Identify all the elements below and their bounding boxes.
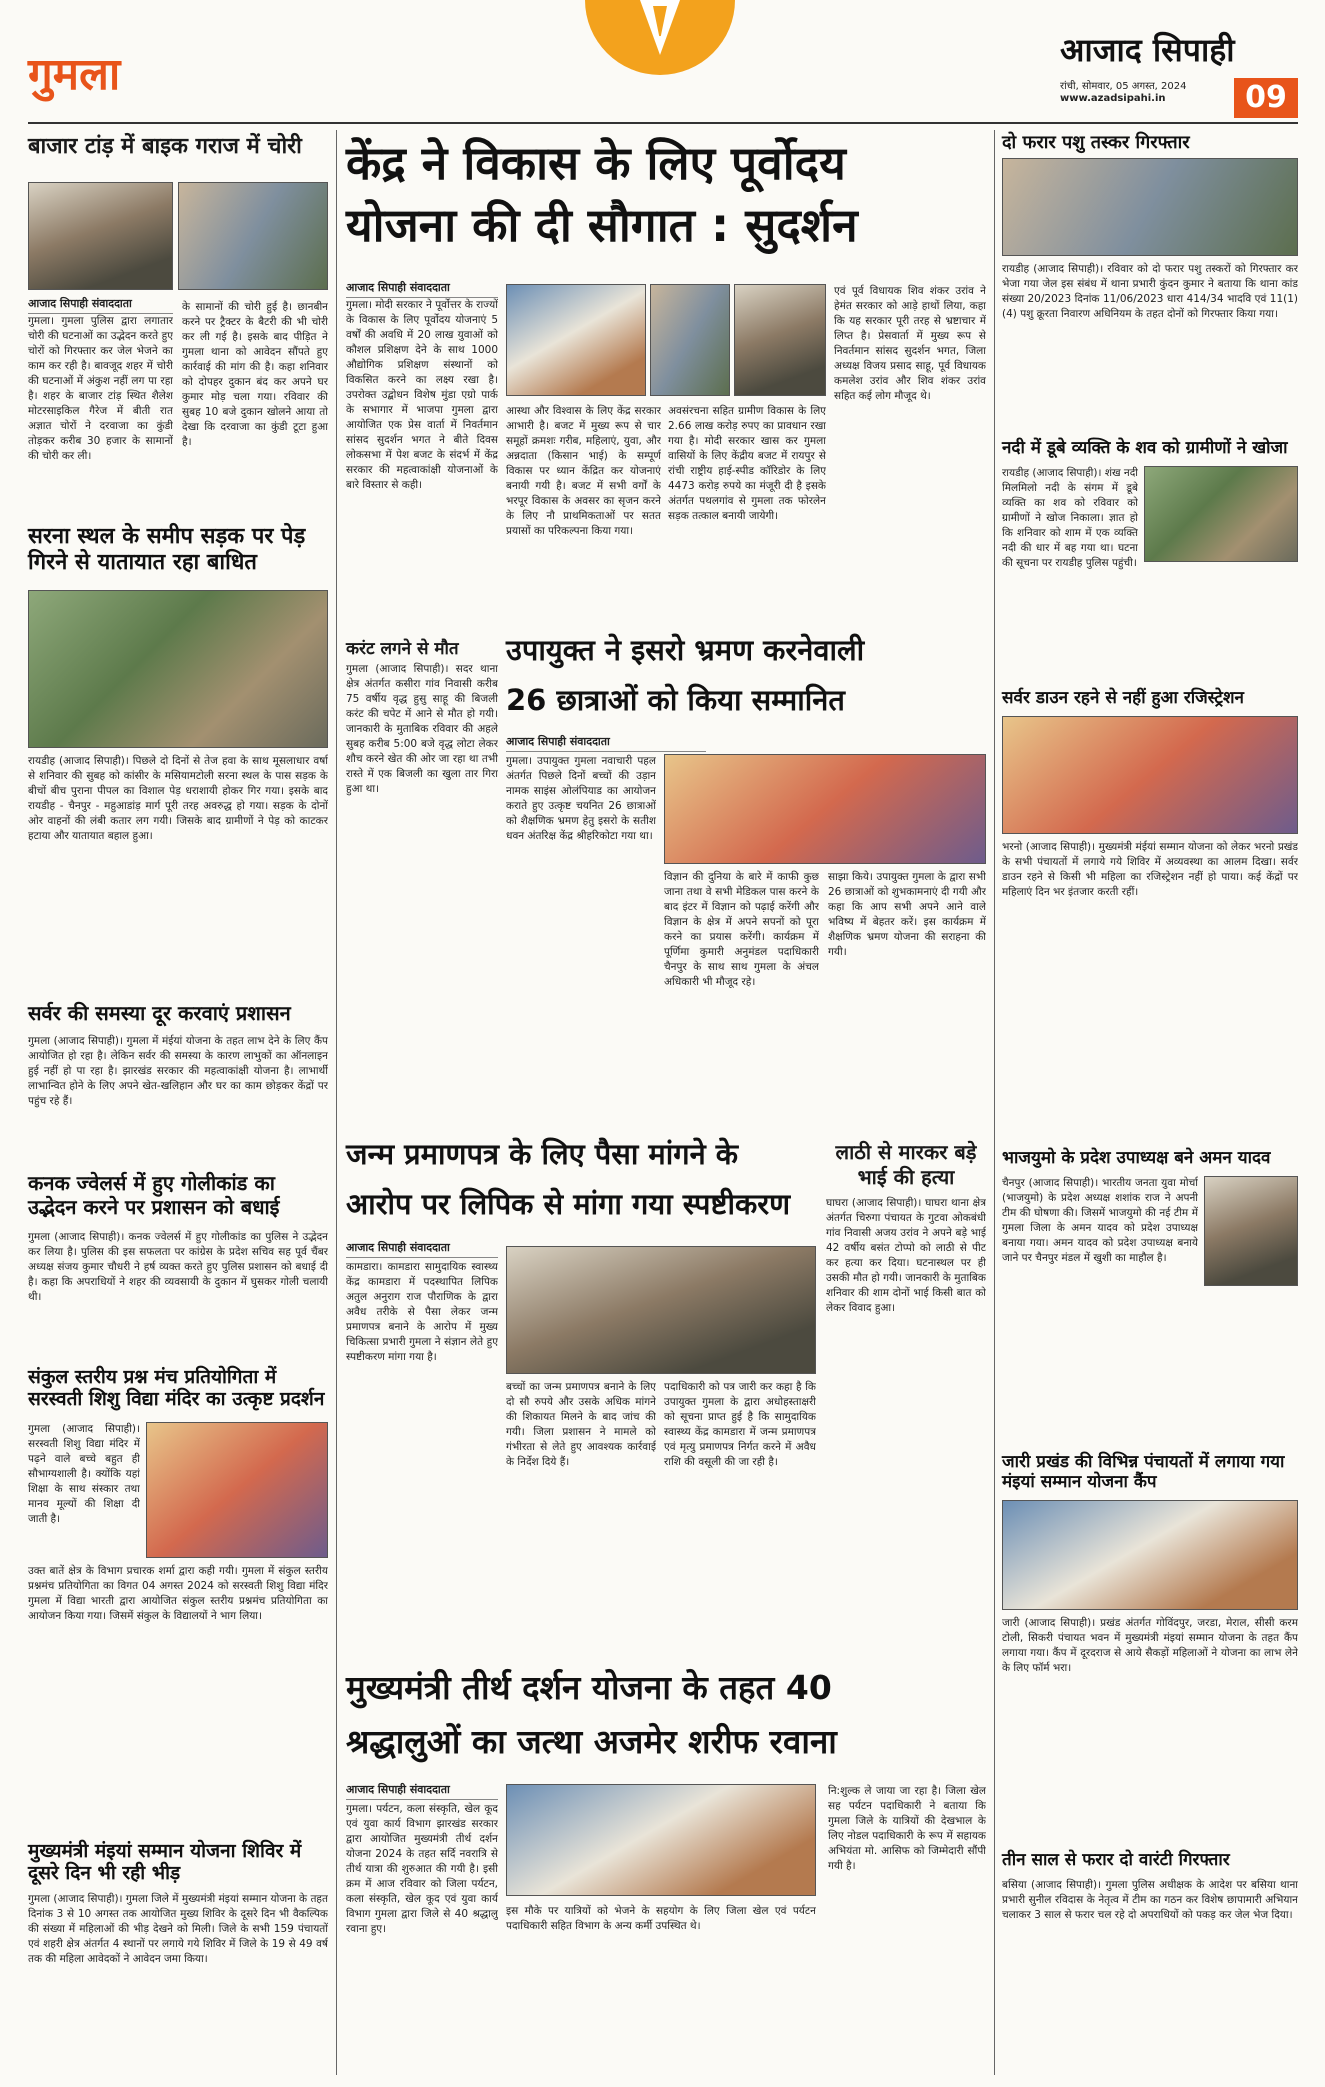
pilgrim-headline-line2: श्रद्धालुओं का जत्था अजमेर शरीफ रवाना — [346, 1722, 837, 1761]
pen-logo — [585, 0, 735, 96]
birth-headline-line1: जन्म प्रमाणपत्र के लिए पैसा मांगने के — [346, 1137, 739, 1171]
dateline: रांची, सोमवार, 05 अगस्त, 2024 — [1060, 81, 1187, 92]
section-title: गुमला — [28, 49, 121, 100]
birth-body-b: बच्चों का जन्म प्रमाणपत्र बनाने के लिए दो सौ रुपये और उसके अधिक मांगने की शिकायत मिलने के बाद जांच की गयी। जिला प्रशासन ने मामले को गंभीरता से लेते हुए आवश्यक कार्रवाई के निर्देश दिये हैं। — [506, 1381, 656, 1468]
tree-body: रायडीह (आजाद सिपाही)। पिछले दो दिनों से तेज हवा के साथ मूसलाधार वर्षा से शनिवार की सुबह को कांसीर के मसियामटोली सरना स्थल के पास सड़क के बीचों बीच पुराना पीपल का विशाल पेड़ धराशायी होकर गिर गया। इसके बाद रायडीह - चैनपुर - महुआडांड़ मार्ग पूरी तरह अवरुद्ध हो गया। सड़क के दोनों ओर वाहनों की लंबी कतार लग गयी। जिसके बाद ग्रामीणों ने पेड़ को काटकर हटाया और यातायात बहाल हुआ। — [28, 755, 328, 842]
garage-body-b: के सामानों की चोरी हुई है। छानबीन करने पर ट्रैक्टर के बैटरी की भी चोरी कर ली गई है। इसके बाद पीड़ित ने गुमला थाना को आवेदन सौंपते हुए कार्रवाई की मांग की है। कहा शनिवार को दोपहर दुकान बंद कर अपने घर कुमार मोड़ चला गया। रविवार की सुबह 10 बजे दुकान खोलने आया तो देखा कि दरवाजा का कुंडी टूटा हुआ है। — [182, 301, 328, 448]
column-divider-left — [336, 130, 337, 2075]
sidebar-s4-photo — [1204, 1176, 1298, 1286]
sidebar-s5-headline: जारी प्रखंड की विभिन्न पंचायतों में लगाया गया मंइयां सम्मान योजना कैंप — [1002, 1452, 1285, 1493]
garage-headline: बाजार टांड़ में बाइक गराज में चोरी — [28, 134, 302, 159]
sidebar-s4-body: चैनपुर (आजाद सिपाही)। भारतीय जनता युवा मोर्चा (भाजयुमो) के प्रदेश अध्यक्ष शशांक राज ने अपनी टीम की घोषणा की। जिसमें भाजयुमो की नई टीम में गुमला जिला के अमन यादव को प्रदेश उपाध्यक्ष बनाया गया। अमन यादव को प्रदेश उपाध्यक्ष बनाये जाने पर चैनपुर मंडल में खुशी का माहौल है। — [1002, 1177, 1198, 1264]
garage-photo-2 — [178, 182, 328, 290]
birth-body-c: पदाधिकारी को पत्र जारी कर कहा है कि उपायुक्त गुमला के द्वारा अधोहस्ताक्षरी को सूचना प्राप्त हुई है कि सामुदायिक स्वास्थ्य केंद्र कामडारा में जन्म प्रमाणपत्र एवं मृत्यु प्रमाणपत्र निर्गत करने में अवैध राशि की वसूली की जा रही है। — [664, 1381, 816, 1468]
sidebar-s6-body: बसिया (आजाद सिपाही)। गुमला पुलिस अधीक्षक के आदेश पर बसिया थाना प्रभारी सुनील रविदास के नेतृत्व में टीम का गठन कर विशेष छापामारी अभियान चलाकर 3 साल से फरार चल रहे दो अपराधियों को पकड़ कर जेल भेज दिया। — [1002, 1879, 1298, 1921]
lead-headline-line2: योजना की दी सौगात : सुदर्शन — [346, 198, 858, 252]
sidebar-s2-body: रायडीह (आजाद सिपाही)। शंख नदी मिलमिलो नदी के संगम में डूबे व्यक्ति का शव को रविवार को ग्रामीणों ने खोज निकाला। ज्ञात हो कि शनिवार को शाम में एक व्यक्ति नदी की धार में बह गया था। घटना की सूचना पर रायडीह पुलिस पहुंची। — [1002, 467, 1138, 569]
kanak-body: गुमला (आजाद सिपाही)। कनक ज्वेलर्स में हुए गोलीकांड का पुलिस ने उद्भेदन कर लिया है। पुलिस की इस सफलता पर कांग्रेस के प्रदेश सचिव सह पूर्व चैंबर अध्यक्ष संजय कुमार चौधरी ने हर्ष व्यक्त करते हुए पुलिस प्रशासन को बधाई दी है। कहा कि अपराधियों ने शहर की व्यवसायी के दुकान में घुसकर गोली चलायी थी। — [28, 1231, 328, 1303]
sidebar-s4-headline: भाजयुमो के प्रदेश उपाध्यक्ष बने अमन यादव — [1002, 1148, 1271, 1168]
birth-photo — [506, 1246, 816, 1374]
lead-photo-2 — [650, 284, 730, 396]
pilgrim-photo — [506, 1784, 816, 1896]
pilgrim-body-a: गुमला। पर्यटन, कला संस्कृति, खेल कूद एवं युवा कार्य विभाग झारखंड सरकार द्वारा आयोजित मुख्यमंत्री तीर्थ दर्शन योजना 2024 के तहत सर्दि नवरात्रि से तीर्थ यात्रा की शुरुआत की गयी है। इसी क्रम में आज रविवार को जिला पर्यटन, कला संस्कृति, खेल कूद एवं युवा कार्य विभाग गुमला द्वारा जिले से 40 श्रद्धालु रवाना हुए। — [346, 1803, 498, 1935]
death-headline: करंट लगने से मौत — [346, 639, 459, 659]
masthead — [0, 0, 1325, 140]
sidebar-s3-headline: सर्वर डाउन रहने से नहीं हुआ रजिस्ट्रेशन — [1002, 688, 1244, 708]
sidebar-s5-photo — [1002, 1500, 1298, 1610]
sidebar-s1-photo — [1002, 158, 1298, 256]
pilgrim-body-c: इस मौके पर यात्रियों को भेजने के सहयोग के लिए जिला खेल एवं पर्यटन पदाधिकारी सहित विभाग के अन्य कर्मी उपस्थित थे। — [506, 1905, 816, 1932]
sidebar-s1-body: रायडीह (आजाद सिपाही)। रविवार को दो फरार पशु तस्करों को गिरफ्तार कर भेजा गया जेल इस संबंध में थाना प्रभारी कुंदन कुमार ने बताया कि थाना कांड संख्या 20/2023 दिनांक 11/06/2023 धारा 414/34 भादवि एवं 11(1)(4) पशु क्रूरता निवारण अधिनियम के तहत दोनों को गिरफ्तार किया गया। — [1002, 263, 1298, 320]
maiyan-body: गुमला (आजाद सिपाही)। गुमला जिले में मुख्यमंत्री मंइयां सम्मान योजना के तहत दिनांक 3 से 10 अगस्त तक आयोजित मुख्य शिविर के दूसरे दिन भी वैकल्पिक की संख्या में महिलाओं की भीड़ देखने को मिली। जिले के सभी 159 पंचायतों एवं शहरी क्षेत्र अंतर्गत 4 स्थानों पर लगाये गये शिविर में जिले के 19 से 49 वर्ष तक की महिला आवेदकों ने आवेदन जमा किया। — [28, 1893, 328, 1965]
school-body-a: गुमला (आजाद सिपाही)। सरस्वती शिशु विद्या मंदिर में पढ़ने वाले बच्चे बहुत ही सौभाग्यशाली है। क्योंकि यहां शिक्षा के साथ संस्कार तथा मानव मूल्यों की शिक्षा दी जाती है। — [28, 1423, 140, 1525]
kanak-headline: कनक ज्वेलर्स में हुए गोलीकांड का उद्भेदन करने पर प्रशासन को बधाई — [28, 1171, 280, 1219]
lead-col3: अवसंरचना सहित ग्रामीण विकास के लिए 2.66 लाख करोड़ रुपए का प्रावधान रखा गया है। मोदी सरकार खास कर गुमला वासियों के लिए केंद्रीय बजट में रायपुर से रांची राष्ट्रीय हाई-स्पीड कॉरिडोर के लिए 4473 करोड़ रुपये का मंजूरी दी है इसके अंतर्गत पथलगांव से गुमला तक फोरलेन सड़क तत्काल बनायी जायेगी। — [668, 405, 826, 522]
sidebar-s6-headline: तीन साल से फरार दो वारंटी गिरफ्तार — [1002, 1850, 1230, 1870]
death-body: गुमला (आजाद सिपाही)। सदर थाना क्षेत्र अंतर्गत कसीरा गांव निवासी करीब 75 वर्षीय वृद्ध हुसु साहू की बिजली करंट की चपेट में आने से मौत हो गयी। जानकारी के मुताबिक रविवार की अहले सुबह करीब 5:00 बजे वृद्ध लोटा लेकर शौच करने खेत की ओर जा रहा था तभी रास्ते में एक बिजली का खुला तार गिरा हुआ था। — [346, 663, 498, 795]
isro-headline-line2: 26 छात्राओं को किया सम्मानित — [506, 683, 845, 717]
website: www.azadsipahi.in — [1060, 93, 1166, 104]
murder-headline: लाठी से मारकर बड़े भाई की हत्या — [835, 1140, 977, 1189]
lead-byline: आजाद सिपाही संवाददाता — [346, 280, 498, 298]
column-divider-right — [994, 130, 995, 2075]
isro-byline: आजाद सिपाही संवाददाता — [506, 734, 706, 752]
school-headline: संकुल स्तरीय प्रश्न मंच प्रतियोगिता में सरस्वती शिशु विद्या मंदिर का उत्कृष्ट प्रदर्शन — [28, 1366, 325, 1411]
maiyan-headline: मुख्यमंत्री मंइयां सम्मान योजना शिविर में दूसरे दिन भी रही भीड़ — [28, 1840, 302, 1885]
birth-headline-line2: आरोप पर लिपिक से मांगा गया स्पष्टीकरण — [346, 1187, 791, 1221]
server-body: गुमला (आजाद सिपाही)। गुमला में मंईयां योजना के तहत लाभ देने के लिए कैंप आयोजित हो रहा है। लेकिन सर्वर की समस्या के कारण लाभुकों का ऑनलाइन हुई नहीं हो पा रहा है। झारखंड सरकार की महत्वाकांक्षी योजना है। लाभार्थी लाभान्वित होने के लिए अपने खेत-खलिहान और घर का काम छोड़कर केंद्रों पर पहुंच रहे हैं। — [28, 1035, 328, 1107]
lead-photo-1 — [506, 284, 646, 396]
isro-body-b: विज्ञान की दुनिया के बारे में काफी कुछ जाना तथा वे सभी मेडिकल पास करने के बाद इंटर में विज्ञान को पढ़ाई करेंगी और विज्ञान के क्षेत्र में अपने सपनों को पूरा करने का प्रयास करेंगी। कार्यक्रम में पूर्णिमा कुमारी अनुमंडल पदाधिकारी चैनपुर के साथ साथ गुमला के अंचल अधिकारी भी मौजूद रहे। — [664, 871, 819, 988]
sidebar-s5-body: जारी (आजाद सिपाही)। प्रखंड अंतर्गत गोविंदपुर, जरडा, मेराल, सीसी करम टोली, सिकरी पंचायत भवन में मुख्यमंत्री मंइयां सम्मान योजना के तहत कैंप लगाया गया। कैंप में दूरदराज से आये सैकड़ों महिलाओं ने योजना का लाभ लेने के लिए फॉर्म भरा। — [1002, 1617, 1298, 1674]
birth-body-a: कामडारा। कामडारा सामुदायिक स्वास्थ्य केंद्र कामडारा में पदस्थापित लिपिक अतुल अनुराग राज पौराणिक के द्वारा अवैध तरीके से पैसा लेकर जन्म प्रमाणपत्र बनाने के आरोप में मुख्य चिकित्सा प्रभारी गुमला ने संज्ञान लेते हुए स्पष्टीकरण मांगा गया है। — [346, 1261, 498, 1363]
lead-photo-3 — [734, 284, 826, 396]
isro-photo — [664, 754, 986, 864]
isro-headline-line1: उपायुक्त ने इसरो भ्रमण करनेवाली — [506, 633, 865, 667]
isro-body-a: गुमला। उपायुक्त गुमला नवाचारी पहल अंतर्गत पिछले दिनों बच्चों की उड़ान नामक साइंस ओलंपियाड का आयोजन कराते हुए उत्कृष्ट चयनित 26 छात्राओं को शैक्षणिक भ्रमण हेतु इसरो के सतीश धवन अंतरिक्ष केंद्र श्रीहरिकोटा गया था। — [506, 755, 656, 842]
garage-body-a: गुमला। गुमला पुलिस द्वारा लगातार चोरी की घटनाओं का उद्भेदन करते हुए चोरों को गिरफ्तार कर जेल भेजने का काम कर रही है। बावजूद शहर में चोरी की घटनाओं में अंकुश नहीं लग पा रहा है। शहर के बाजार टांड़ स्थित शैलेश मोटरसाइकिल गैरेज में बीती रात अज्ञात चोरों ने दरवाजा का कुंडी तोड़कर करीब 30 हजार के सामानों की चोरी कर ली। — [28, 315, 173, 462]
murder-body: घाघरा (आजाद सिपाही)। घाघरा थाना क्षेत्र अंतर्गत चिरुगा पंचायत के गुटवा ओकबंधी गांव निवासी अजय उरांव ने अपने बड़े भाई 42 वर्षीय बसंत टोप्पो को लाठी से पीट कर हत्या कर दिया। घटनास्थल पर ही उसकी मौत हो गयी। जानकारी के मुताबिक शनिवार की शाम दोनों भाई किसी बात को लेकर विवाद हुआ। — [826, 1197, 986, 1314]
school-body-b: उक्त बातें क्षेत्र के विभाग प्रचारक शर्मा द्वारा कही गयी। गुमला में संकुल स्तरीय प्रश्नमंच प्रतियोगिता का विगत 04 अगस्त 2024 को सरस्वती शिशु विद्या मंदिर गुमला में विद्या भारती द्वारा आयोजित संकुल स्तरीय प्रश्नमंच प्रतियोगिता का आयोजन किया गया। जिसमें संकुल के विद्यालयों ने भाग लिया। — [28, 1565, 328, 1622]
masthead-rule — [28, 122, 1298, 124]
garage-photo-1 — [28, 182, 173, 290]
tree-photo — [28, 590, 328, 748]
server-headline: सर्वर की समस्या दूर करवाएं प्रशासन — [28, 1001, 291, 1025]
tree-headline: सरना स्थल के समीप सड़क पर पेड़ गिरने से यातायात रहा बाधित — [28, 524, 306, 575]
paper-name: आजाद सिपाही — [1060, 31, 1235, 69]
sidebar-s2-photo — [1144, 466, 1298, 562]
sidebar-s3-body: भरनो (आजाद सिपाही)। मुख्यमंत्री मंईयां सम्मान योजना को लेकर भरनो प्रखंड के सभी पंचायतों में लगाये गये शिविर में अव्यवस्था का आलम दिखा। सर्वर डाउन रहने से किसी भी महिला का रजिस्ट्रेशन नहीं हो पाया। कई केंद्रों पर महिलाएं दिन भर इंतजार करती रहीं। — [1002, 841, 1298, 898]
sidebar-s3-photo — [1002, 716, 1298, 834]
pilgrim-headline-line1: मुख्यमंत्री तीर्थ दर्शन योजना के तहत 40 — [346, 1668, 832, 1707]
lead-headline-line1: केंद्र ने विकास के लिए पूर्वोदय — [346, 136, 846, 190]
sidebar-s1-headline: दो फरार पशु तस्कर गिरफ्तार — [1002, 132, 1190, 153]
lead-col2: आस्था और विश्वास के लिए केंद्र सरकार आभारी है। बजट में मुख्य रूप से चार समूहों क्रमशः गरीब, महिलाएं, युवा, और अन्नदाता (किसान भाई) के सम्पूर्ण विकास पर ध्यान केंद्रित कर योजनाएं बनायी गयी है। बजट में सभी वर्गों के भरपूर विकास के अवसर का सृजन करने के लिए नौ प्राथमिकताओं पर सतत प्रयासों का परिकल्पना किया गया। — [506, 405, 661, 537]
garage-byline: आजाद सिपाही संवाददाता — [28, 296, 173, 314]
isro-body-c: साझा किये। उपायुक्त गुमला के द्वारा सभी 26 छात्राओं को शुभकामनाएं दी गयी और कहा कि आप सभी अपने आने वाले भविष्य में बेहतर करें। इस कार्यक्रम में शैक्षणिक भ्रमण योजना की सराहना की गयी। — [828, 871, 986, 958]
school-photo — [146, 1422, 328, 1558]
page-number: 09 — [1234, 78, 1298, 118]
lead-col4: एवं पूर्व विधायक शिव शंकर उरांव ने हेमंत सरकार को आड़े हाथों लिया, कहा कि यह सरकार पूरी तरह से भ्रष्टाचार में लिप्त है। प्रेसवार्ता में मुख्य रूप से निवर्तमान सांसद सुदर्शन भगत, जिला अध्यक्ष विजय प्रसाद साहू, पूर्व विधायक कमलेश उरांव और शिव शंकर उरांव सहित कई लोग मौजूद थे। — [834, 285, 986, 402]
pilgrim-byline: आजाद सिपाही संवाददाता — [346, 1782, 498, 1800]
pilgrim-body-b: नि:शुल्क ले जाया जा रहा है। जिला खेल सह पर्यटन पदाधिकारी ने बताया कि गुमला जिले के यात्रियों की देखभाल के लिए नोडल पदाधिकारी के रूप में सहायक अभियंता मो. आसिफ को जिम्मेदारी सौंपी गयी है। — [828, 1785, 986, 1872]
birth-byline: आजाद सिपाही संवाददाता — [346, 1240, 498, 1258]
sidebar-s2-headline: नदी में डूबे व्यक्ति के शव को ग्रामीणों ने खोजा — [1002, 438, 1288, 458]
lead-col1: गुमला। मोदी सरकार ने पूर्वोत्तर के राज्यों के विकास के लिए पूर्वोदय योजनाएं 5 वर्षों की अवधि में 20 लाख युवाओं को कौशल प्रशिक्षण देने के साथ 1000 औद्योगिक प्रशिक्षण संस्थानों को विकसित करने का लक्ष्य रखा है। उपरोक्त उद्बोधन विशेष मुंडा एग्रो पार्क के सभागार में भाजपा गुमला द्वारा आयोजित एक प्रेस वार्ता में निवर्तमान सांसद सुदर्शन भगत ने बीते दिवस लोकसभा में पेश बजट के संदर्भ में केंद्र सरकार की महत्वाकांक्षी योजनाओं के बारे विस्तार से कही। — [346, 299, 498, 491]
